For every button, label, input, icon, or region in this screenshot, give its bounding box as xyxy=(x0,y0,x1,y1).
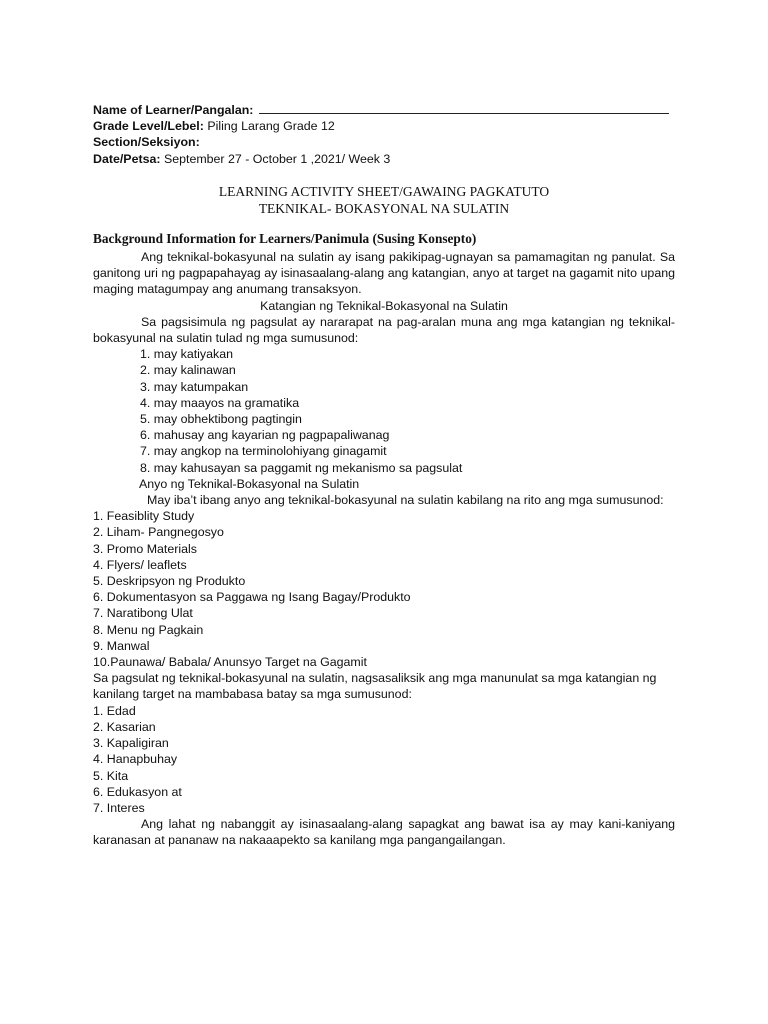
background-body xyxy=(93,249,675,849)
anyo-heading: Anyo ng Teknikal-Bokasyonal na Sulatin xyxy=(139,476,360,491)
list-item: 8. Menu ng Pagkain xyxy=(93,622,204,637)
sheet-subtitle: TEKNIKAL- BOKASYONAL NA SULATIN xyxy=(258,201,510,216)
list-item: 1. Edad xyxy=(93,703,136,718)
section-row xyxy=(93,134,675,150)
list-item: 7. Naratibong Ulat xyxy=(93,606,193,621)
target-intro: Sa pagsulat ng teknikal-bokasyunal na sulatin, nagsasaliksik ang mga manunulat sa mga katangian ng kanilang target na mambabasa batay sa mga sumusunod: xyxy=(93,671,657,702)
name-row xyxy=(93,102,675,118)
list-item: 8. may kahusayan sa paggamit ng mekanismo sa pagsulat xyxy=(140,460,463,475)
section-label: Section/Seksiyon: xyxy=(93,135,200,150)
grade-row xyxy=(93,118,675,134)
list-item: 5. Deskripsyon ng Produkto xyxy=(93,574,246,589)
list-item: 1. may katiyakan xyxy=(140,347,233,362)
list-item: 4. Flyers/ leaflets xyxy=(93,557,187,572)
list-item: 7. Interes xyxy=(93,800,145,815)
date-value: September 27 - October 1 ,2021/ Week 3 xyxy=(163,151,391,166)
grade-value: Piling Larang Grade 12 xyxy=(207,119,335,134)
closing-paragraph: Ang lahat ng nabanggit ay isinasaalang-alang sapagkat ang bawat isa ay may kani-kaniyang karanasan at pananaw na nakaaapekto sa kanilang mga pangangailangan. xyxy=(93,817,675,848)
date-row xyxy=(93,151,675,167)
grade-label: Grade Level/Lebel: xyxy=(93,119,204,134)
list-item: 6. Edukasyon at xyxy=(93,784,182,799)
list-item: 5. may obhektibong pagtingin xyxy=(140,412,302,427)
learner-info-header xyxy=(93,102,675,167)
name-label: Name of Learner/Pangalan: xyxy=(93,103,254,117)
katangian-intro: Sa pagsisimula ng pagsulat ay nararapat na pag-aralan muna ang mga katangian ng teknikal-bokasyunal na sulatin tulad ng mga sumusunod: xyxy=(93,314,675,346)
list-item: 4. Hanapbuhay xyxy=(93,752,178,767)
list-item: 10.Paunawa/ Babala/ Anunsyo Target na Gagamit xyxy=(93,655,367,670)
intro-paragraph: Ang teknikal-bokasyunal na sulatin ay isang pakikipag-ugnayan sa pamamagitan ng panulat. Sa ganitong uri ng pagpapahayag ay isinasaalang-alang ang katangian, anyo at target na gagamit nito upang maging matagumpay ang anumang transaksyon. xyxy=(93,250,675,297)
sheet-title: LEARNING ACTIVITY SHEET/GAWAING PAGKATUTO xyxy=(218,184,550,199)
list-item: 2. Kasarian xyxy=(93,719,156,734)
list-item: 3. Promo Materials xyxy=(93,541,197,556)
background-heading: Background Information for Learners/Panimula (Susing Konsepto) xyxy=(93,231,477,246)
list-item: 6. Dokumentasyon sa Paggawa ng Isang Bagay/Produkto xyxy=(93,590,411,605)
katangian-heading: Katangian ng Teknikal-Bokasyonal na Sulatin xyxy=(260,298,508,313)
list-item: 5. Kita xyxy=(93,768,129,783)
list-item: 9. Manwal xyxy=(93,638,150,653)
anyo-intro: May iba’t ibang anyo ang teknikal-bokasyunal na sulatin kabilang na rito ang mga sumusunod: xyxy=(147,493,664,508)
list-item: 2. may kalinawan xyxy=(140,363,236,378)
date-label: Date/Petsa: xyxy=(93,151,161,166)
list-item: 4. may maayos na gramatika xyxy=(140,395,300,410)
name-blank-line[interactable] xyxy=(259,102,669,114)
list-item: 6. mahusay ang kayarian ng pagpapaliwanag xyxy=(140,428,390,443)
list-item: 3. may katumpakan xyxy=(140,379,249,394)
list-item: 3. Kapaligiran xyxy=(93,736,169,751)
list-item: 7. may angkop na terminolohiyang ginagamit xyxy=(140,444,387,459)
list-item: 1. Feasiblity Study xyxy=(93,509,195,524)
list-item: 2. Liham- Pangnegosyo xyxy=(93,525,224,540)
